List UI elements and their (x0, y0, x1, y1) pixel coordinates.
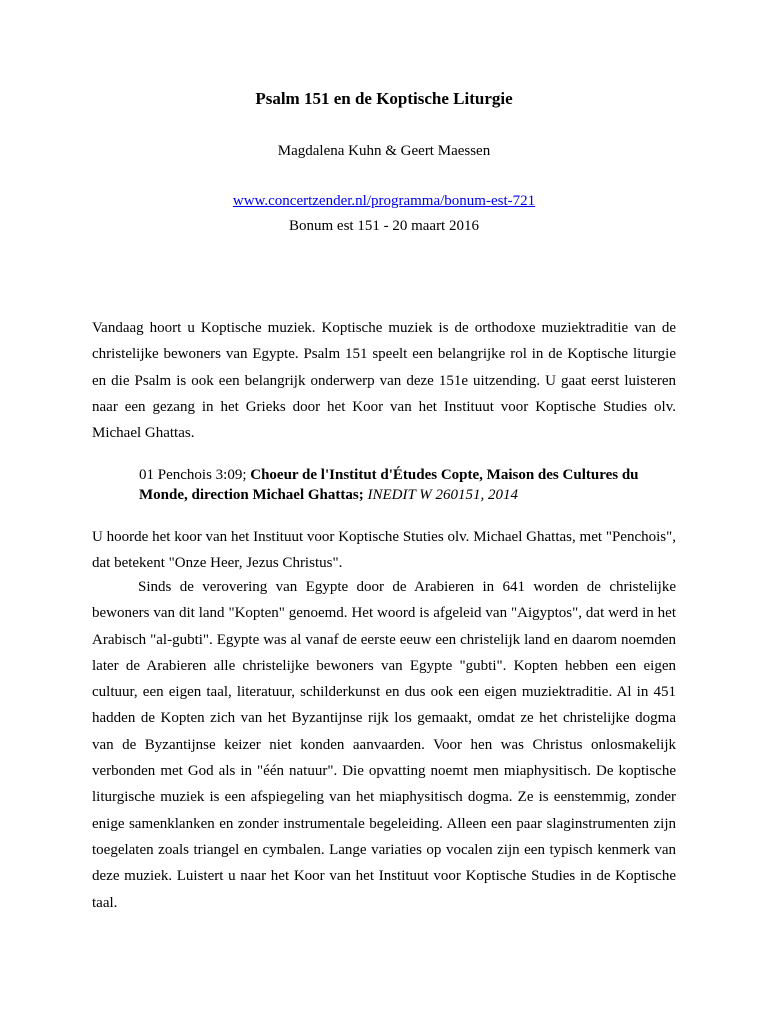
document-subtitle: Bonum est 151 - 20 maart 2016 (289, 218, 479, 234)
document-title: Psalm 151 en de Koptische Liturgie (255, 89, 513, 108)
intro-paragraph: Vandaag hoort u Koptische muziek. Koptische muziek is de orthodoxe muziektraditie van de christelijke bewoners van Egypte. Psalm 151 speelt een belangrijke rol in de Koptische liturgie en die Psalm is ook een belangrijk onderwerp van deze 151e uitzending. U gaat eerst luisteren naar een gezang in het Grieks door het Koor van het Instituut voor Koptische Studies olv. Michael Ghattas. (92, 320, 676, 442)
document-authors: Magdalena Kuhn & Geert Maessen (277, 143, 491, 159)
track-performers: Choeur de l'Institut d'Études Copte, Maison des Cultures du Monde, direction Michael Ghattas; (139, 467, 639, 503)
response-paragraph: U hoorde het koor van het Instituut voor Koptische Stuties olv. Michael Ghattas, met "Penchois", dat betekent "Onze Heer, Jezus Christus". (92, 529, 676, 572)
program-link[interactable]: www.concertzender.nl/programma/bonum-est-721 (232, 193, 536, 209)
track-number-title: 01 Penchois 3:09; (139, 467, 247, 483)
track-label: INEDIT W 260151, 2014 (367, 487, 519, 503)
program-link-line (0, 191, 768, 211)
track-listing (139, 465, 676, 505)
history-paragraph: Sinds de verovering van Egypte door de Arabieren in 641 worden de christelijke bewoners van dit land "Kopten" genoemd. Het woord is afgeleid van "Aigyptos", dat werd in het Arabisch "al-gubti". Egypte was al vanaf de eerste eeuw een christelijk land en daarom noemden later de Arabieren alle christelijke bewoners van Egypte "gubti". Kopten hebben een eigen cultuur, een eigen taal, literatuur, schilderkunst en dus ook een eigen muziektraditie. Al in 451 hadden de Kopten zich van het Byzantijnse rijk los gemaakt, omdat ze het christelijke dogma van de Byzantijnse keizer niet konden aanvaarden. Voor hen was Christus onlosmakelijk verbonden met God als in "één natuur". Die opvatting noemt men miaphysitisch. De koptische liturgische muziek is een afspiegeling van het miaphysitisch dogma. Ze is eenstemmig, zonder enige samenklanken en zonder instrumentale begeleiding. Alleen een paar slaginstrumenten zijn toegelaten zoals triangel en cymbalen. Lange variaties op vocalen zijn een typisch kenmerk van deze muziek. Luistert u naar het Koor van het Instituut voor Koptische Studies in de Koptische taal. (92, 579, 676, 911)
